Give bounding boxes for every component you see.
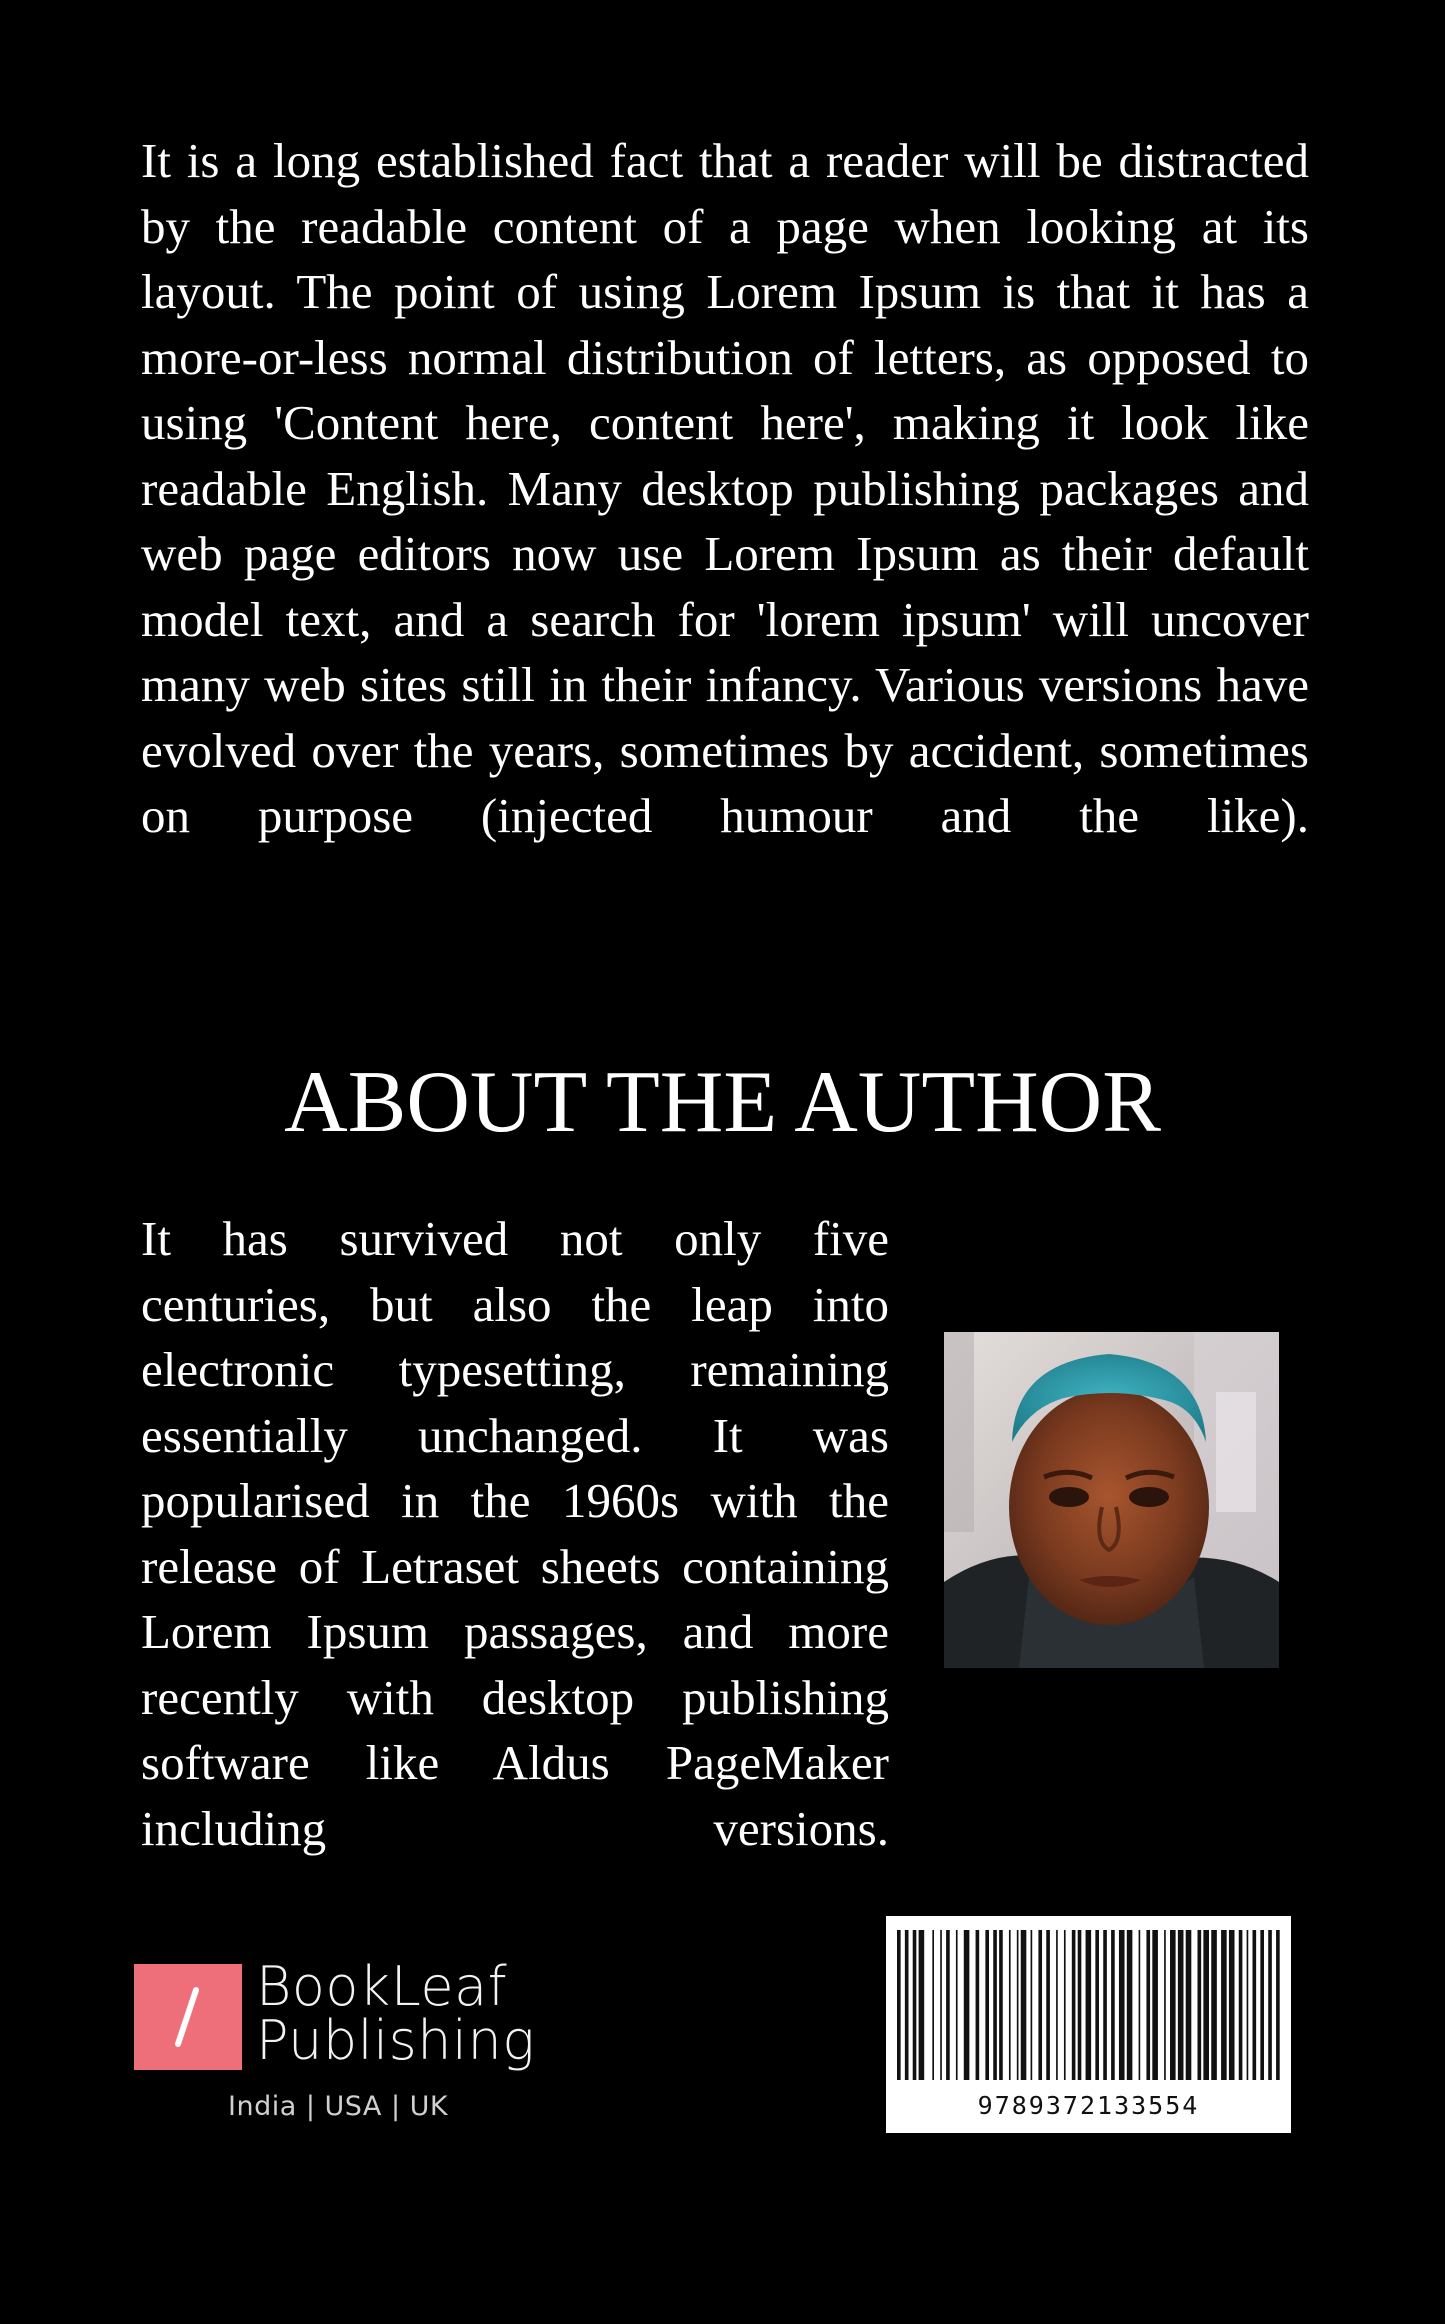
barcode-bar: [1103, 1930, 1107, 2080]
barcode-bar: [1021, 1930, 1027, 2080]
barcode-bar: [1064, 1930, 1066, 2080]
barcode-bar: [1203, 1930, 1209, 2080]
barcode-bar: [919, 1930, 925, 2080]
barcode-bar: [1229, 1930, 1235, 2080]
barcode-bar: [1146, 1930, 1150, 2080]
publisher-logo: [134, 1955, 554, 2132]
barcode-bar: [964, 1930, 970, 2080]
barcode-bar: [956, 1930, 958, 2080]
publisher-name-line2: Publishing: [256, 2009, 536, 2072]
author-bio-text: It has survived not only five centuries, but also the leap into electronic typesetting, remaining essentially unchanged. It was popularised in the 1960s with the release of Letraset sheets containing Lorem Ipsum passages, and more recently with desktop publishing software like Aldus PageMaker including versions.: [141, 1211, 889, 1856]
author-portrait-image: [944, 1332, 1279, 1668]
barcode-bar: [1247, 1930, 1249, 2080]
barcode-bar: [1152, 1930, 1158, 2080]
barcode-bar: [1253, 1930, 1257, 2080]
barcode-bar: [999, 1930, 1003, 2080]
barcode-bar: [940, 1930, 942, 2080]
barcode-bar: [1211, 1930, 1217, 2080]
barcode-bar: [1198, 1930, 1202, 2080]
about-the-author-heading: ABOUT THE AUTHOR: [284, 1054, 1161, 1151]
barcode-bar: [976, 1930, 980, 2080]
barcode-bar: [1095, 1930, 1099, 2080]
barcode-bar: [1111, 1930, 1115, 2080]
barcode-bar: [1119, 1930, 1125, 2080]
barcode-bar: [1017, 1930, 1019, 2080]
barcode-bar: [1139, 1930, 1141, 2080]
barcode-bar: [1170, 1930, 1176, 2080]
barcode-bar: [1038, 1930, 1042, 2080]
barcode-bar: [946, 1930, 950, 2080]
slash-logo-icon: [134, 1964, 242, 2070]
barcode-bar: [913, 1930, 917, 2080]
publisher-name-line1: BookLeaf: [256, 1955, 508, 2018]
barcode-bar: [1178, 1930, 1184, 2080]
barcode-bar: [1239, 1930, 1243, 2080]
barcode-bar: [897, 1930, 901, 2080]
barcode-bar: [905, 1930, 909, 2080]
barcode-bar: [1046, 1930, 1050, 2080]
barcode-bar: [1221, 1930, 1227, 2080]
barcode-bar: [1078, 1930, 1082, 2080]
author-photo: [944, 1332, 1279, 1668]
barcode-bar: [985, 1930, 989, 2080]
barcode-bar: [1186, 1930, 1192, 2080]
barcode-bar: [1009, 1930, 1011, 2080]
barcode-bar: [1086, 1930, 1092, 2080]
barcode-bar: [1260, 1930, 1264, 2080]
isbn-barcode: [886, 1916, 1291, 2133]
barcode-bar: [1127, 1930, 1133, 2080]
barcode-bar: [1164, 1930, 1166, 2080]
barcode-bar: [1031, 1930, 1033, 2080]
barcode-bars-icon: [897, 1930, 1280, 2080]
barcode-bar: [1276, 1930, 1280, 2080]
publisher-tagline: India | USA | UK: [228, 2091, 449, 2122]
blurb-text: It is a long established fact that a reader will be distracted by the readable content of a page when looking at its layout. The point of using Lorem Ipsum is that it has a more-or-less normal distribution of letters, as opposed to using 'Content here, content here', making it look like readable English. Many desktop publishing packages and web page editors now use Lorem Ipsum as their default model text, and a search for 'lorem ipsum' will uncover many web sites still in their infancy. Various versions have evolved over the years, sometimes by accident, sometimes on purpose (injected humour and the like).: [141, 133, 1309, 843]
isbn-number: 9789372133554: [977, 2091, 1200, 2120]
barcode-bar: [1268, 1930, 1272, 2080]
barcode-bar: [993, 1930, 997, 2080]
barcode-bar: [932, 1930, 934, 2080]
barcode-bar: [1056, 1930, 1058, 2080]
barcode-bar: [1072, 1930, 1076, 2080]
